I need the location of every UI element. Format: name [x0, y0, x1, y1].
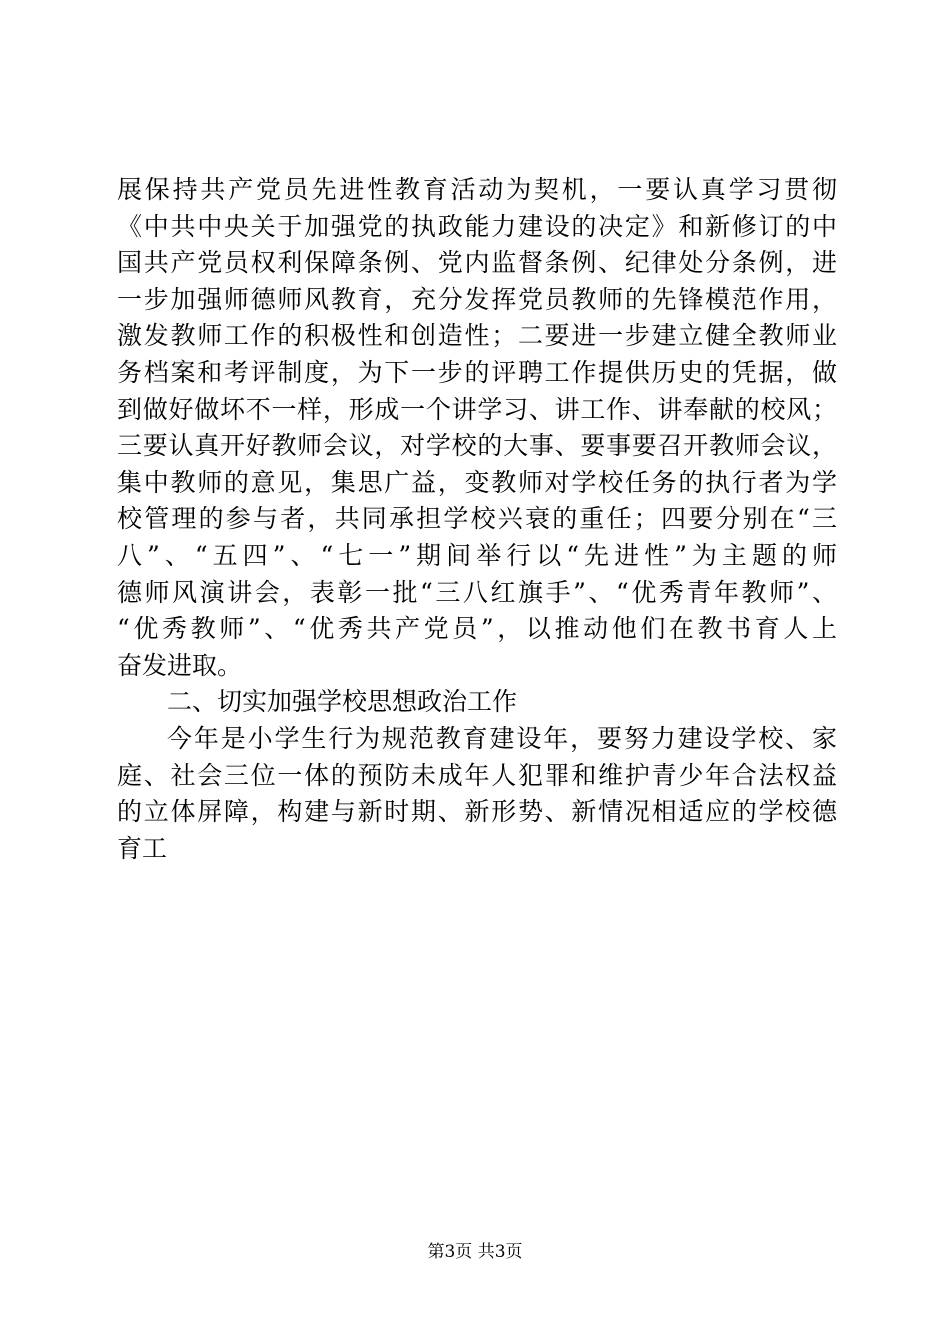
text-line: 的立体屏障，构建与新时期、新形势、新情况相适应的学校德: [117, 797, 837, 827]
text-line: 展保持共产党员先进性教育活动为契机，一要认真学习贯彻: [117, 175, 837, 204]
text-line: 校管理的参与者，共同承担学校兴衰的重任；四要分别在“三: [117, 504, 837, 534]
page-footer: 第3页 共3页: [427, 1242, 523, 1262]
text-line: 集中教师的意见，集思广益，变教师对学校任务的执行者为学: [117, 467, 837, 497]
text-line: 务档案和考评制度，为下一步的评聘工作提供历史的凭据，做: [117, 357, 837, 387]
text-line: 到做好做坏不一样，形成一个讲学习、讲工作、讲奉献的校风；: [117, 394, 837, 424]
text-line: 《中共中央关于加强党的执政能力建设的决定》和新修订的中: [117, 211, 837, 241]
text-line: 奋发进取。: [117, 650, 243, 680]
text-line: 八”、“五四”、“七一”期间举行以“先进性”为主题的师: [117, 540, 837, 570]
text-line: 育工: [117, 833, 168, 863]
document-body: [117, 172, 837, 867]
text-line: 一步加强师德师风教育，充分发挥党员教师的先锋模范作用，: [117, 284, 837, 314]
text-line: “优秀教师”、“优秀共产党员”，以推动他们在教书育人上: [117, 614, 837, 644]
text-line: 国共产党员权利保障条例、党内监督条例、纪律处分条例，进: [117, 248, 837, 278]
section-heading: 二、切实加强学校思想政治工作: [167, 687, 518, 717]
text-line: 今年是小学生行为规范教育建设年，要努力建设学校、家: [167, 723, 837, 753]
text-line: 激发教师工作的积极性和创造性；二要进一步建立健全教师业: [117, 321, 837, 351]
text-line: 德师风演讲会，表彰一批“三八红旗手”、“优秀青年教师”、: [117, 577, 837, 607]
text-line: 庭、社会三位一体的预防未成年人犯罪和维护青少年合法权益: [117, 760, 837, 790]
text-line: 三要认真开好教师会议，对学校的大事、要事要召开教师会议，: [117, 431, 837, 461]
